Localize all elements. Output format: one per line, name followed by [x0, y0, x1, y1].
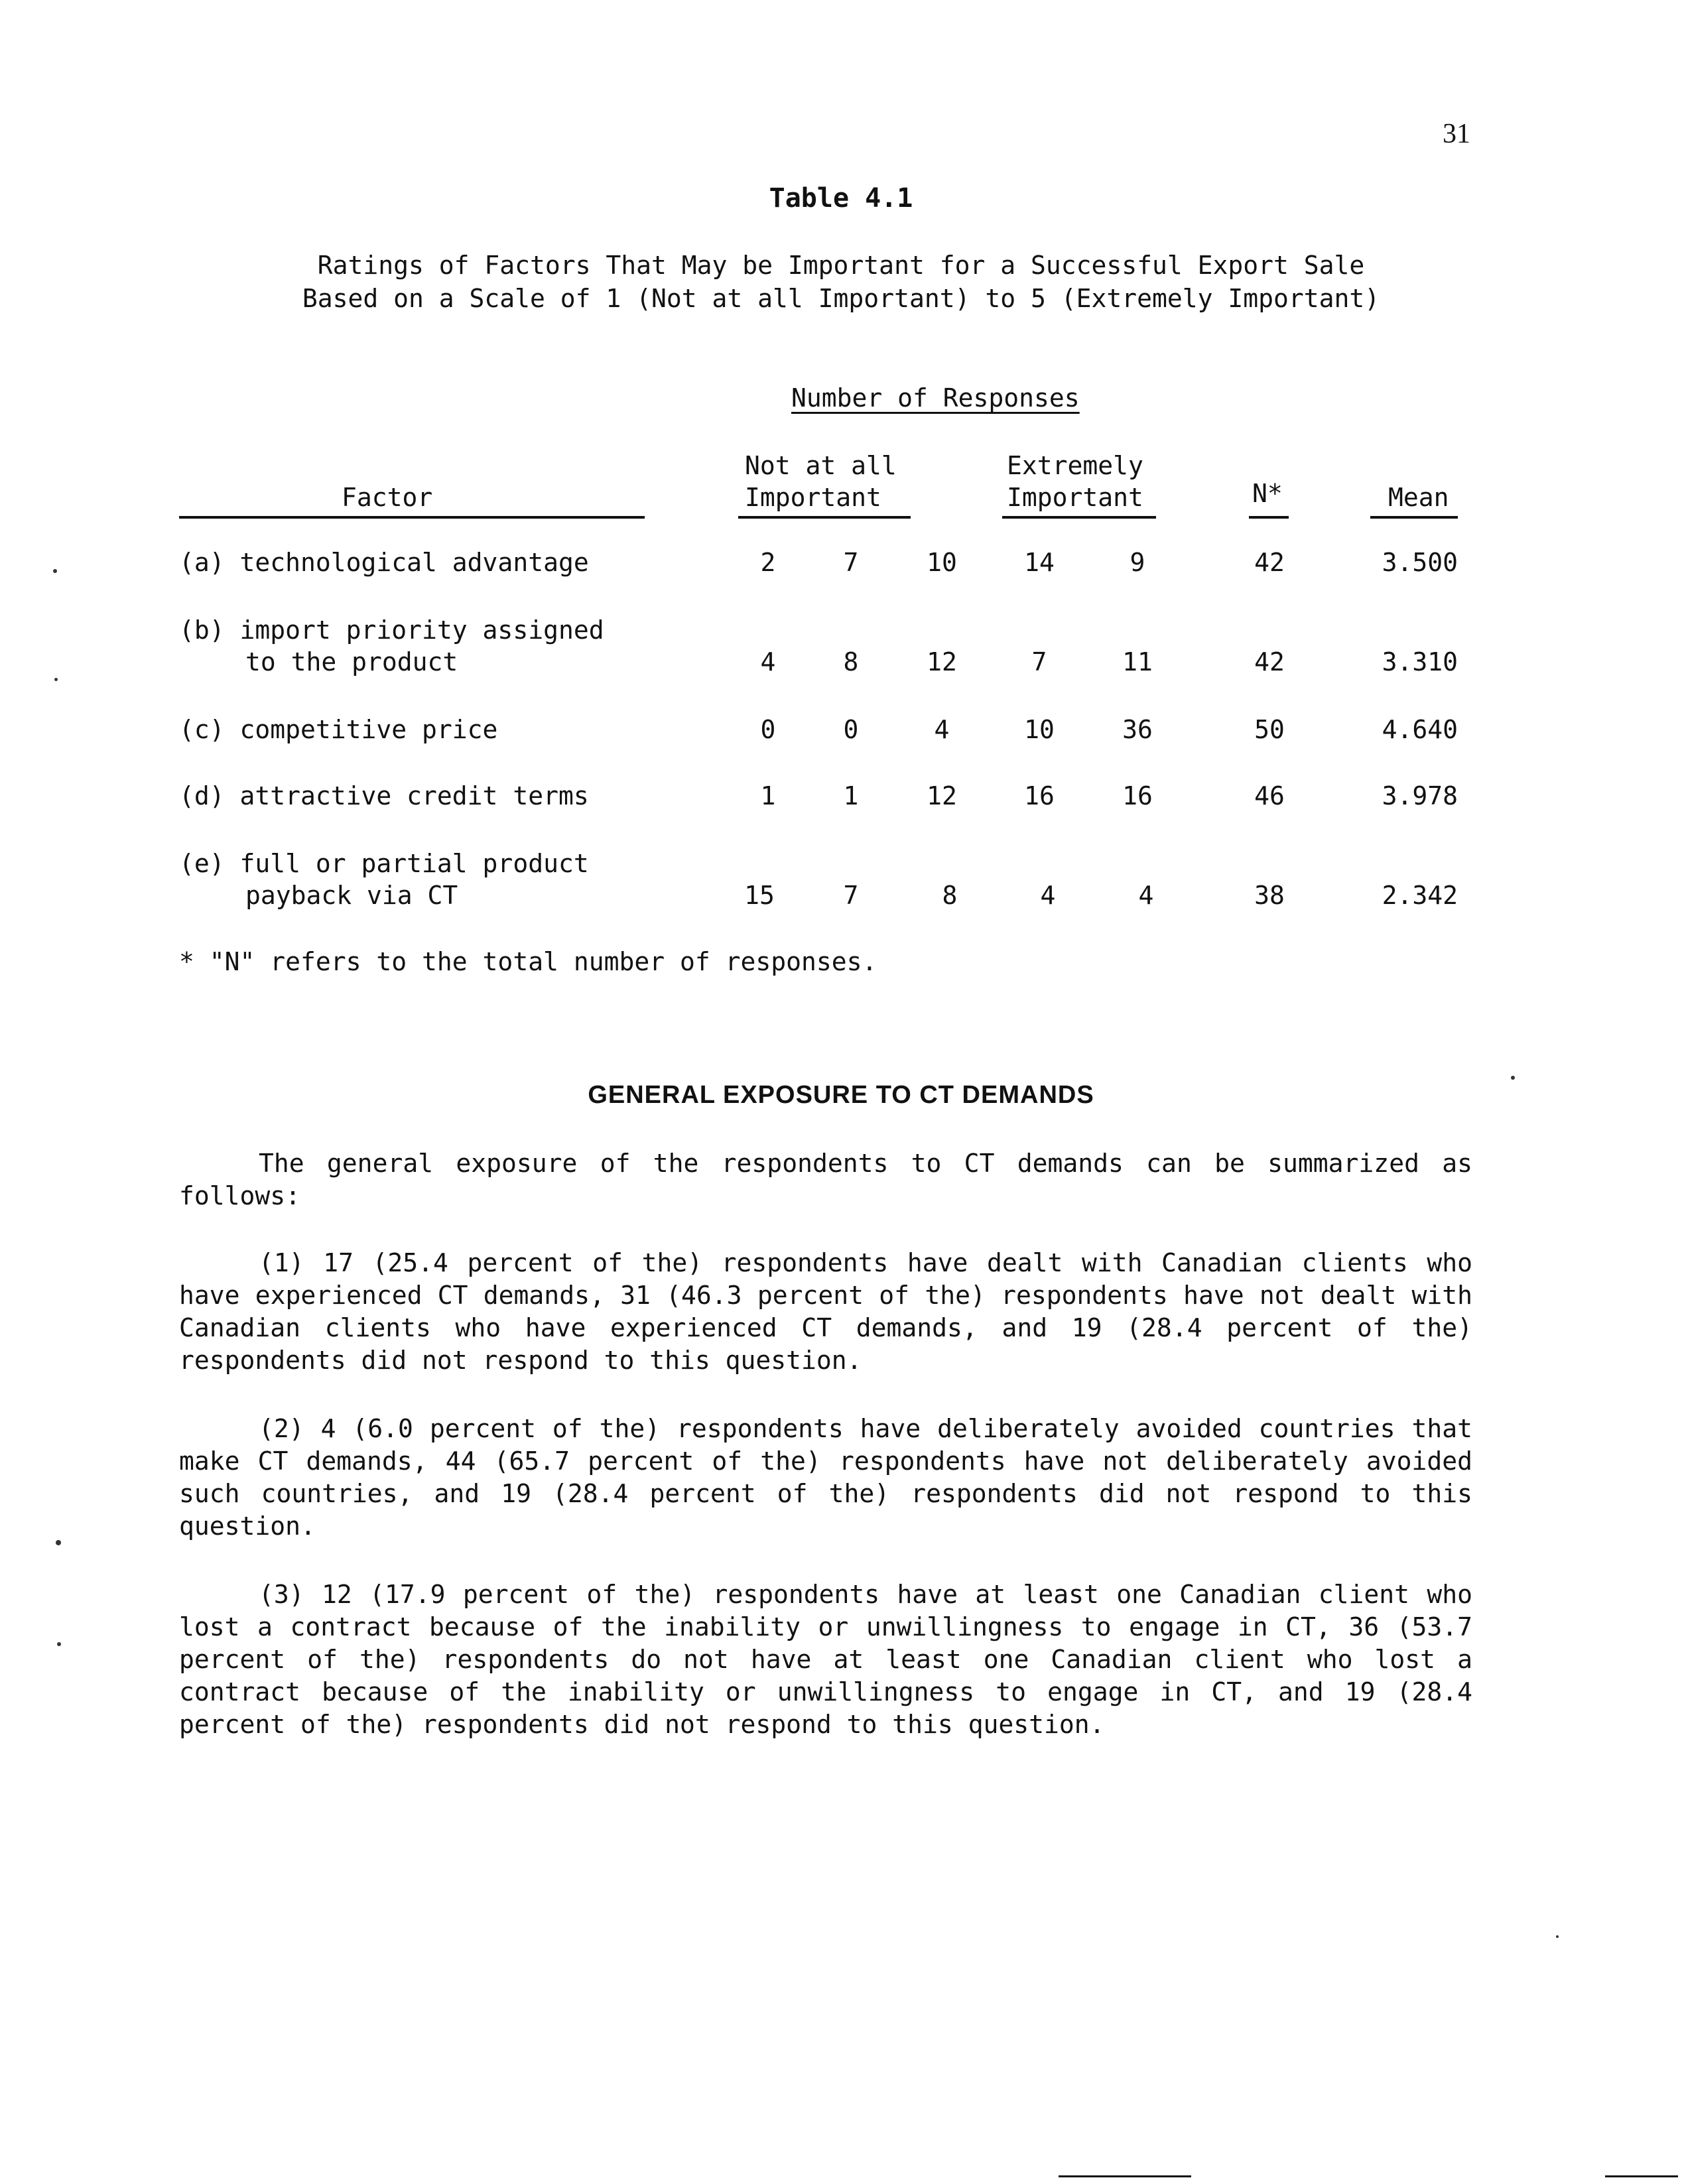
- scan-speck: [54, 678, 58, 681]
- row-c-rating-3: 4: [934, 715, 950, 744]
- header-mean-underline: [1370, 516, 1458, 519]
- row-d-factor: (d) attractive credit terms: [179, 781, 589, 810]
- paragraph-item-3-text: (3) 12 (17.9 percent of the) respondents have at least one Canadian client who lost a contract because of the inability or unwillingness to engage in CT, 36 (53.7 percent of the) respondents do not have at least one Canadian client who lost a contract because of the inability or unwillingness to engage in CT, and 19 (28.4 percent of the) respondents did not respond to this question.: [179, 1580, 1472, 1739]
- scan-speck: [57, 1642, 61, 1646]
- header-low-label-line-1: Not at all: [745, 451, 897, 480]
- row-d-rating-4: 16: [1024, 781, 1055, 810]
- row-c-rating-2: 0: [843, 715, 859, 744]
- row-d-rating-2: 1: [843, 781, 859, 810]
- row-a-rating-3: 10: [927, 548, 957, 577]
- row-d-rating-3: 12: [927, 781, 957, 810]
- row-d-mean: 3.978: [1382, 781, 1458, 810]
- row-d-rating-1: 1: [760, 781, 776, 810]
- row-e-rating-2: 7: [843, 881, 859, 910]
- header-n-underline: [1249, 516, 1289, 519]
- scan-speck: [1511, 1076, 1515, 1080]
- paragraph-intro: [179, 1147, 1472, 1212]
- row-c-rating-5: 36: [1122, 715, 1153, 744]
- row-d-rating-5: 16: [1122, 781, 1153, 810]
- row-e-rating-3: 8: [942, 881, 958, 910]
- paragraph-item-2-text: (2) 4 (6.0 percent of the) respondents have deliberately avoided countries that make CT demands, 44 (65.7 percent of the) respondents have not deliberately avoided such countries, and 19 (28.4 percent of the) respondents did not respond to this question.: [179, 1414, 1472, 1541]
- row-a-rating-5: 9: [1130, 548, 1145, 577]
- bottom-edge-mark: [1059, 2175, 1191, 2177]
- row-d-n: 46: [1254, 781, 1285, 810]
- row-a-rating-1: 2: [760, 548, 776, 577]
- header-number-of-responses: Number of Responses: [791, 383, 1080, 413]
- row-e-n: 38: [1254, 881, 1285, 910]
- table-caption-line-1: Ratings of Factors That May be Important for a Successful Export Sale: [317, 251, 1365, 280]
- page-number: 31: [1443, 119, 1470, 149]
- bottom-edge-mark: [1605, 2175, 1678, 2177]
- row-b-rating-4: 7: [1031, 647, 1047, 676]
- row-a-rating-2: 7: [843, 548, 859, 577]
- row-c-rating-1: 0: [760, 715, 776, 744]
- paragraph-item-2: [179, 1413, 1472, 1543]
- row-c-n: 50: [1254, 715, 1285, 744]
- row-b-factor-cont: to the product: [245, 647, 458, 676]
- header-high-underline: [1002, 516, 1156, 519]
- header-n: N*: [1252, 479, 1283, 508]
- row-a-mean: 3.500: [1382, 548, 1458, 577]
- row-e-rating-5: 4: [1138, 881, 1154, 910]
- row-e-factor: (e) full or partial product: [179, 849, 589, 878]
- header-factor-underline: [179, 516, 645, 519]
- row-a-rating-4: 14: [1024, 548, 1055, 577]
- paragraph-item-3: [179, 1578, 1472, 1741]
- row-b-rating-3: 12: [927, 647, 957, 676]
- table-caption-line-2: Based on a Scale of 1 (Not at all Important) to 5 (Extremely Important): [302, 284, 1380, 313]
- header-low-label-line-2: Important: [745, 483, 881, 512]
- table-title: Table 4.1: [769, 183, 913, 214]
- header-factor: Factor: [342, 483, 433, 512]
- row-c-rating-4: 10: [1024, 715, 1055, 744]
- row-e-rating-1: 15: [744, 881, 775, 910]
- row-b-rating-2: 8: [843, 647, 859, 676]
- row-a-n: 42: [1254, 548, 1285, 577]
- paragraph-intro-text: The general exposure of the respondents to CT demands can be summarized as follows:: [179, 1149, 1472, 1210]
- row-e-factor-cont: payback via CT: [245, 881, 458, 910]
- scan-speck: [1556, 1935, 1559, 1938]
- row-e-rating-4: 4: [1040, 881, 1056, 910]
- header-mean: Mean: [1388, 483, 1449, 512]
- table-footnote: * "N" refers to the total number of responses.: [179, 947, 877, 976]
- scan-speck: [56, 1540, 61, 1545]
- header-high-label-line-2: Important: [1007, 483, 1143, 512]
- scan-speck: [53, 569, 57, 573]
- row-c-factor: (c) competitive price: [179, 715, 498, 744]
- row-a-factor: (a) technological advantage: [179, 548, 589, 577]
- row-b-factor: (b) import priority assigned: [179, 615, 604, 645]
- header-high-label-line-1: Extremely: [1007, 451, 1143, 480]
- row-e-mean: 2.342: [1382, 881, 1458, 910]
- header-low-underline: [738, 516, 911, 519]
- paragraph-item-1-text: (1) 17 (25.4 percent of the) respondents have dealt with Canadian clients who have experienced CT demands, 31 (46.3 percent of the) respondents have not dealt with Canadian clients who have experienced CT demands, and 19 (28.4 percent of the) respondents did not respond to this question.: [179, 1248, 1472, 1375]
- row-b-rating-5: 11: [1122, 647, 1153, 676]
- row-b-n: 42: [1254, 647, 1285, 676]
- row-b-mean: 3.310: [1382, 647, 1458, 676]
- section-heading: GENERAL EXPOSURE TO CT DEMANDS: [588, 1081, 1094, 1109]
- row-c-mean: 4.640: [1382, 715, 1458, 744]
- row-b-rating-1: 4: [760, 647, 776, 676]
- paragraph-item-1: [179, 1247, 1472, 1377]
